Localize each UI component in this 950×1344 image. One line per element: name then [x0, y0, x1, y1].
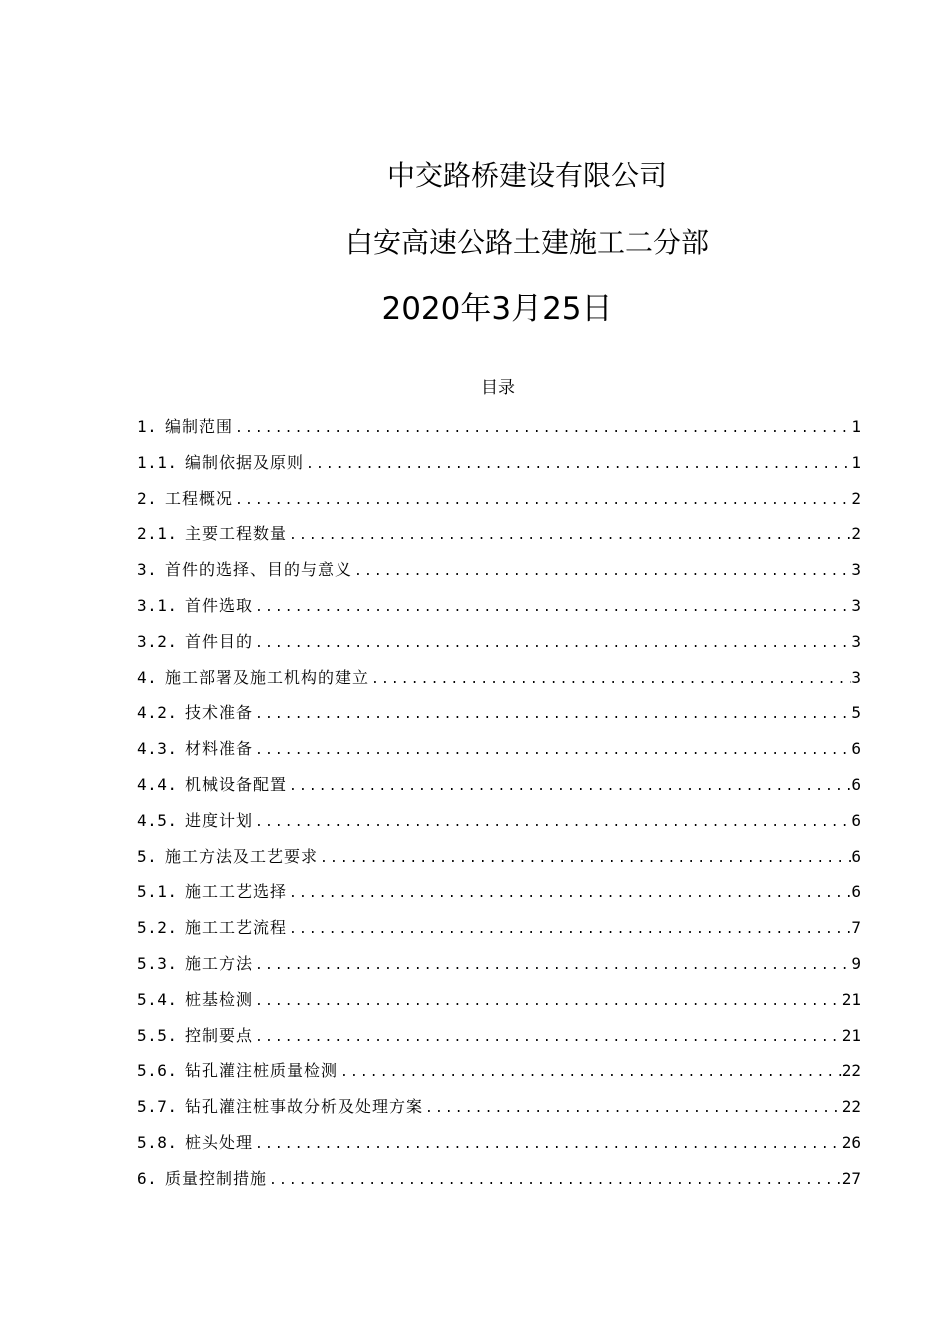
toc-dot-leader — [253, 590, 851, 624]
toc-dot-leader — [423, 1091, 842, 1125]
toc-dot-leader — [253, 1020, 842, 1054]
toc-dot-leader — [304, 447, 851, 481]
toc-entry-title: 桩基检测 — [185, 989, 254, 1009]
toc-entry[interactable] — [137, 1053, 861, 1089]
toc-entry-title: 施工工艺选择 — [185, 882, 288, 902]
document-date: 2020年3月25日 — [381, 291, 613, 327]
toc-entry-number: 5.2. — [137, 918, 178, 938]
toc-entry[interactable] — [137, 767, 861, 803]
toc-entry[interactable] — [137, 839, 861, 875]
toc-entry-page: 9 — [851, 953, 861, 973]
toc-entry-title: 施工方法及工艺要求 — [165, 846, 319, 866]
toc-entry-title: 编制依据及原则 — [185, 452, 305, 472]
toc-entry[interactable] — [137, 409, 861, 445]
toc-dot-leader — [352, 554, 851, 588]
toc-entry-page: 21 — [841, 1025, 861, 1045]
toc-dot-leader — [287, 518, 851, 552]
toc-entry-number: 2. — [137, 488, 158, 508]
toc-entry[interactable] — [137, 1018, 861, 1054]
toc-dot-leader — [318, 841, 851, 875]
toc-entry-title: 钻孔灌注桩质量检测 — [185, 1061, 339, 1081]
toc-entry-page: 3 — [851, 595, 861, 615]
toc-entry[interactable] — [137, 552, 861, 588]
company-name: 中交路桥建设有限公司 — [386, 159, 667, 192]
toc-entry-title: 首件的选择、目的与意义 — [165, 560, 353, 580]
toc-entry[interactable] — [137, 624, 861, 660]
toc-entry-page: 1 — [851, 417, 861, 436]
toc-entry-page: 22 — [841, 1061, 861, 1081]
toc-entry-page: 6 — [851, 739, 861, 759]
toc-entry-number: 5.4. — [137, 989, 178, 1009]
toc-entry-number: 6. — [137, 1168, 158, 1188]
toc-entry[interactable] — [137, 803, 861, 839]
toc-entry-title: 材料准备 — [185, 739, 254, 759]
toc-entry-number: 4. — [137, 667, 158, 687]
toc-entry-page: 6 — [851, 774, 861, 794]
toc-entry-page: 6 — [851, 810, 861, 830]
toc-entry-number: 5.8. — [137, 1132, 178, 1152]
toc-entry-page: 6 — [851, 882, 861, 902]
toc-entry[interactable] — [137, 695, 861, 731]
table-of-contents — [137, 409, 861, 1197]
toc-entry-title: 钻孔灌注桩事故分析及处理方案 — [185, 1097, 424, 1117]
toc-entry-page: 1 — [851, 452, 861, 472]
toc-dot-leader — [253, 697, 851, 731]
toc-entry-title: 技术准备 — [185, 703, 254, 723]
toc-entry-title: 质量控制措施 — [165, 1168, 268, 1188]
toc-entry-page: 27 — [841, 1168, 861, 1188]
toc-entry-number: 1. — [137, 417, 158, 436]
toc-dot-leader — [267, 1163, 842, 1197]
toc-dot-leader — [253, 733, 851, 767]
toc-entry[interactable] — [137, 1161, 861, 1197]
toc-dot-leader — [253, 948, 851, 982]
toc-entry[interactable] — [137, 588, 861, 624]
toc-dot-leader — [233, 411, 851, 445]
toc-dot-leader — [253, 984, 842, 1018]
toc-entry-page: 22 — [841, 1097, 861, 1117]
toc-entry-number: 3.1. — [137, 595, 178, 615]
toc-entry-number: 3. — [137, 560, 158, 580]
toc-entry-page: 3 — [851, 631, 861, 651]
toc-entry-number: 4.2. — [137, 703, 178, 723]
toc-entry[interactable] — [137, 516, 861, 552]
toc-entry[interactable] — [137, 445, 861, 481]
toc-dot-leader — [253, 626, 851, 660]
toc-entry[interactable] — [137, 481, 861, 517]
toc-entry-number: 5.6. — [137, 1061, 178, 1081]
toc-heading: 目录 — [481, 378, 515, 398]
toc-entry-number: 5.1. — [137, 882, 178, 902]
toc-entry-title: 工程概况 — [165, 488, 234, 508]
toc-entry-title: 施工方法 — [185, 953, 254, 973]
toc-entry-number: 4.4. — [137, 774, 178, 794]
toc-entry-title: 控制要点 — [185, 1025, 254, 1045]
toc-dot-leader — [287, 876, 851, 910]
toc-entry-title: 首件目的 — [185, 631, 254, 651]
toc-entry[interactable] — [137, 1125, 861, 1161]
toc-entry-page: 3 — [851, 560, 861, 580]
toc-entry[interactable] — [137, 946, 861, 982]
toc-entry-number: 5.3. — [137, 953, 178, 973]
toc-dot-leader — [287, 912, 851, 946]
toc-dot-leader — [253, 805, 851, 839]
toc-entry-title: 编制范围 — [165, 417, 234, 436]
toc-entry-number: 5. — [137, 846, 158, 866]
toc-entry-title: 施工部署及施工机构的建立 — [165, 667, 370, 687]
toc-entry-title: 施工工艺流程 — [185, 918, 288, 938]
toc-entry[interactable] — [137, 874, 861, 910]
toc-entry-number: 5.5. — [137, 1025, 178, 1045]
toc-entry-title: 进度计划 — [185, 810, 254, 830]
toc-dot-leader — [287, 769, 851, 803]
toc-entry-page: 2 — [851, 488, 861, 508]
toc-entry-title: 机械设备配置 — [185, 774, 288, 794]
toc-entry-page: 2 — [851, 524, 861, 544]
toc-entry-page: 26 — [841, 1132, 861, 1152]
toc-dot-leader — [253, 1127, 842, 1161]
toc-entry-page: 7 — [851, 918, 861, 938]
toc-entry-number: 2.1. — [137, 524, 178, 544]
toc-entry-number: 4.3. — [137, 739, 178, 759]
toc-entry-number: 3.2. — [137, 631, 178, 651]
toc-entry-page: 3 — [851, 667, 861, 687]
toc-entry-title: 首件选取 — [185, 595, 254, 615]
toc-entry-title: 主要工程数量 — [185, 524, 288, 544]
toc-entry-page: 21 — [841, 989, 861, 1009]
division-name: 白安高速公路土建施工二分部 — [344, 226, 709, 259]
toc-dot-leader — [233, 483, 851, 517]
toc-dot-leader — [369, 662, 851, 696]
toc-entry[interactable] — [137, 910, 861, 946]
toc-entry-page: 5 — [851, 703, 861, 723]
toc-dot-leader — [338, 1055, 842, 1089]
toc-entry[interactable] — [137, 982, 861, 1018]
toc-entry-number: 4.5. — [137, 810, 178, 830]
toc-entry[interactable] — [137, 1089, 861, 1125]
toc-entry[interactable] — [137, 731, 861, 767]
toc-entry-page: 6 — [851, 846, 861, 866]
toc-entry[interactable] — [137, 660, 861, 696]
toc-entry-number: 1.1. — [137, 452, 178, 472]
toc-entry-number: 5.7. — [137, 1097, 178, 1117]
toc-entry-title: 桩头处理 — [185, 1132, 254, 1152]
